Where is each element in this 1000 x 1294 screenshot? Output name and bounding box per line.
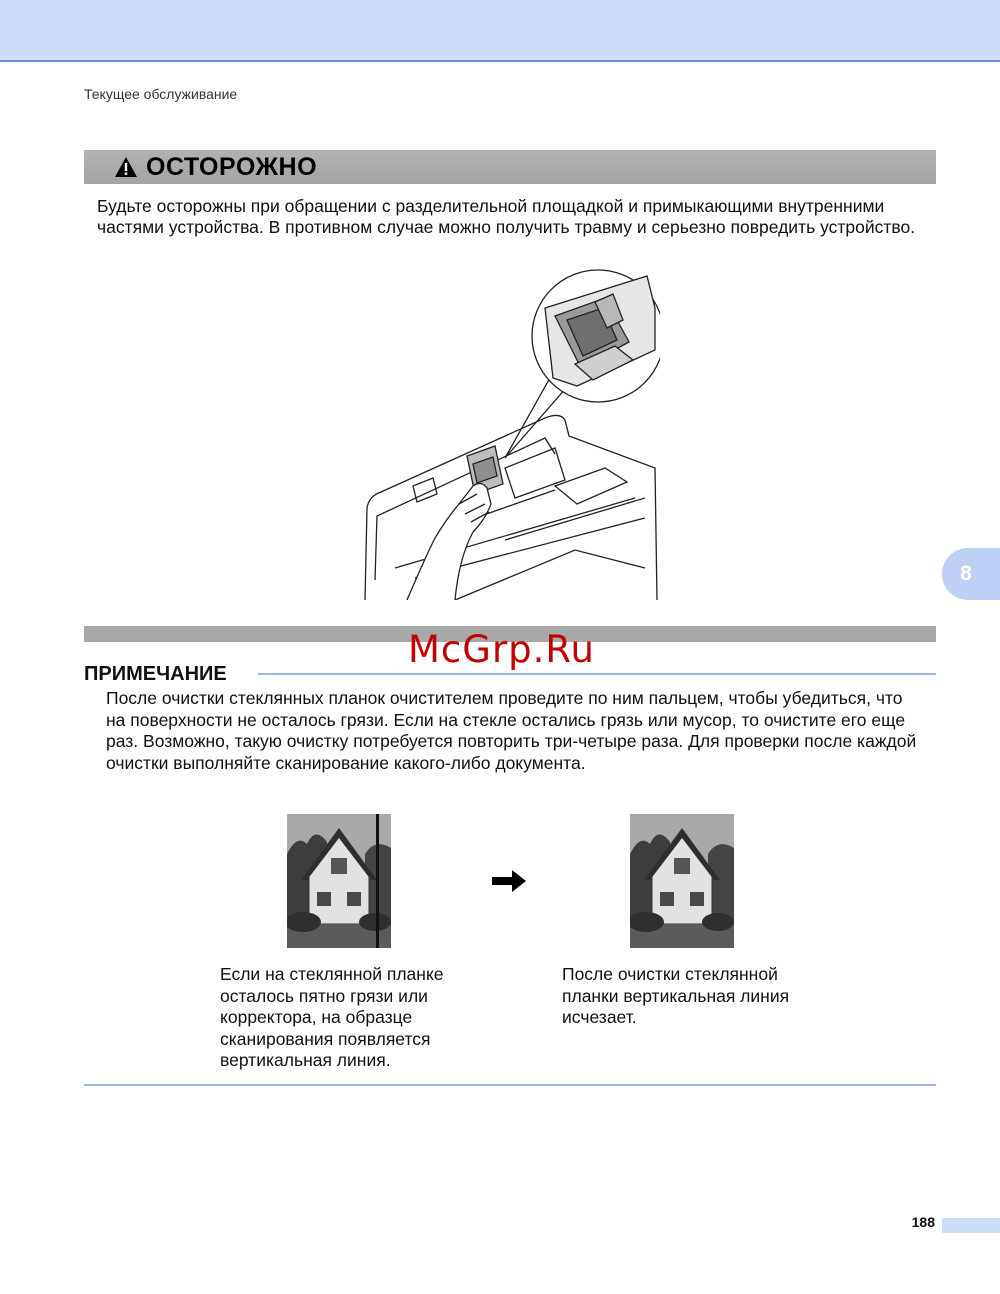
before-caption-line: корректора, на образце: [220, 1007, 413, 1027]
watermark: McGrp.Ru: [408, 628, 595, 671]
caution-line: Будьте осторожны при обращении с разделительной площадкой и примыкающими внутренними: [97, 196, 885, 216]
scan-with-line-image: [287, 814, 391, 948]
before-caption-line: осталось пятно грязи или: [220, 985, 428, 1006]
section-title: Текущее обслуживание: [84, 86, 238, 102]
caution-banner: [84, 150, 936, 184]
note-title: ПРИМЕЧАНИЕ: [84, 663, 227, 685]
after-caption-line: планки вертикальная линия: [562, 985, 790, 1006]
before-caption-line: сканирования появляется: [220, 1028, 431, 1049]
note-line: на поверхности не осталось грязи. Если на стекле остались грязь или мусор, то очистите его еще: [106, 709, 906, 730]
chapter-number: 8: [960, 562, 972, 585]
right-arrow-icon: [492, 870, 526, 892]
after-caption-line: После очистки стеклянной: [562, 964, 778, 984]
warning-triangle-icon: [114, 156, 138, 178]
after-caption-line: исчезает.: [562, 1007, 637, 1027]
note-line: После очистки стеклянных планок очистителем проведите по ним пальцем, чтобы убедиться, что: [106, 688, 903, 708]
note-divider: [258, 673, 936, 675]
note-line: очистки выполняйте сканирование какого-либо документа.: [106, 752, 586, 773]
page-number-tab: [942, 1218, 1000, 1233]
chapter-tab: [942, 548, 1000, 600]
before-caption-line: вертикальная линия.: [220, 1050, 391, 1070]
scanner-illustration: [355, 268, 660, 600]
caution-text: [97, 196, 947, 238]
before-caption-line: Если на стеклянной планке: [220, 964, 444, 984]
top-header-bar: [0, 0, 1000, 62]
note-line: раз. Возможно, такую очистку потребуется повторить три-четыре раза. Для проверки после каждой: [106, 731, 917, 751]
note-end-divider: [84, 1084, 936, 1086]
after-caption: [562, 964, 832, 1029]
page-number: 188: [911, 1214, 935, 1230]
scan-clean-image: [630, 814, 734, 948]
caution-line: частями устройства. В противном случае можно получить травму и серьезно повредить устройство.: [97, 217, 916, 237]
caution-title: ОСТОРОЖНО: [146, 152, 318, 181]
before-caption: [220, 964, 490, 1072]
note-text: [106, 688, 946, 774]
